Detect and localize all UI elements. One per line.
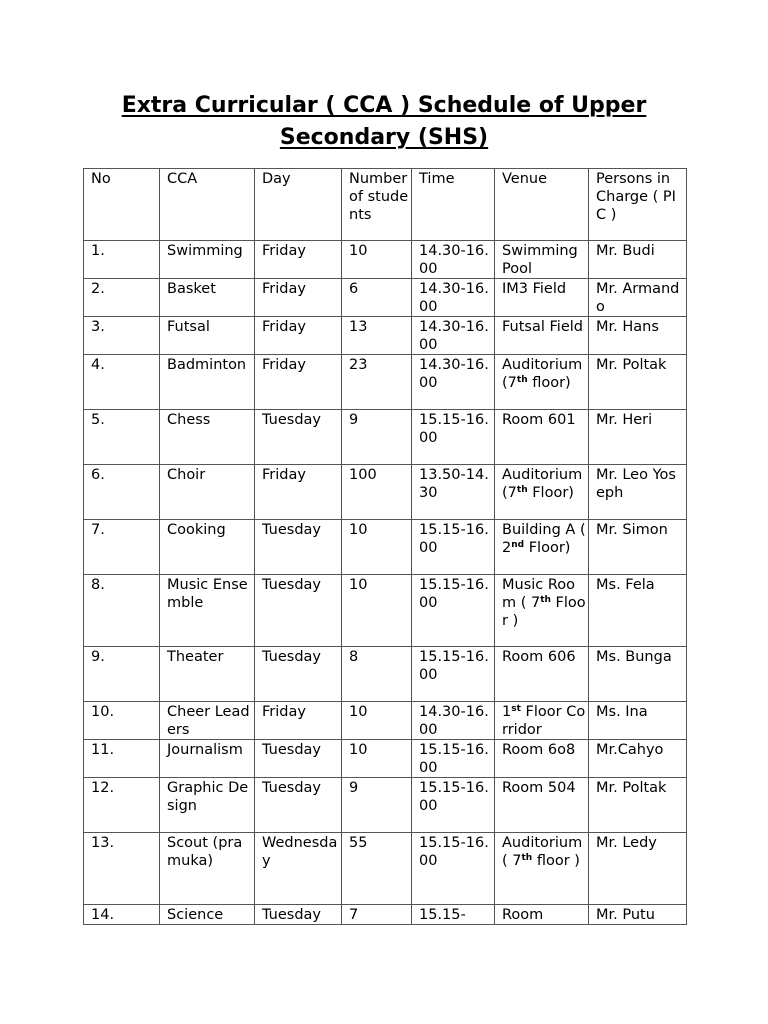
cell-venue	[495, 520, 589, 575]
cell-time: 15.15-16.00	[412, 410, 495, 465]
cell-no: 13.	[84, 833, 160, 905]
cell-venue	[495, 575, 589, 647]
cell-day: Wednesday	[255, 833, 342, 905]
cell-pic: Mr.Cahyo	[589, 740, 687, 778]
cell-pic: Mr. Simon	[589, 520, 687, 575]
cell-students: 9	[342, 778, 412, 833]
title-line-2: Secondary (SHS)	[279, 125, 489, 150]
cell-day: Tuesday	[255, 778, 342, 833]
cell-pic: Mr. Putu	[589, 905, 687, 925]
venue-text: Building A ( 2	[502, 522, 586, 556]
cell-cca: Graphic Design	[160, 778, 255, 833]
cell-time: 14.30-16.00	[412, 702, 495, 740]
cell-time: 15.15-16.00	[412, 520, 495, 575]
cell-time: 15.15-16.00	[412, 575, 495, 647]
header-pic: Persons in Charge ( PIC )	[589, 169, 687, 241]
cell-venue: Room 601	[495, 410, 589, 465]
table-row	[84, 905, 687, 925]
cell-cca: Chess	[160, 410, 255, 465]
cell-pic: Mr. Poltak	[589, 778, 687, 833]
cell-day: Tuesday	[255, 647, 342, 702]
cell-cca: Music Ensemble	[160, 575, 255, 647]
venue-text: Auditorium (7	[502, 467, 583, 501]
cell-no: 14.	[84, 905, 160, 925]
cell-venue: Room 504	[495, 778, 589, 833]
cell-venue	[495, 833, 589, 905]
cell-students: 6	[342, 279, 412, 317]
table-row	[84, 575, 687, 647]
table-row	[84, 241, 687, 279]
cell-time: 14.30-16.00	[412, 355, 495, 410]
cell-pic: Ms. Fela	[589, 575, 687, 647]
cell-time: 15.15-16.00	[412, 833, 495, 905]
venue-ordinal: nd	[511, 540, 525, 550]
cell-time: 14.30-16.00	[412, 317, 495, 355]
table-row	[84, 465, 687, 520]
venue-ordinal: st	[511, 704, 521, 714]
venue-ordinal: th	[540, 595, 551, 605]
cell-venue	[495, 465, 589, 520]
cell-pic: Ms. Ina	[589, 702, 687, 740]
cell-pic: Mr. Poltak	[589, 355, 687, 410]
header-time: Time	[412, 169, 495, 241]
cell-cca: Badminton	[160, 355, 255, 410]
table-row	[84, 317, 687, 355]
cell-venue: Room	[495, 905, 589, 925]
cell-day: Tuesday	[255, 575, 342, 647]
table-row	[84, 740, 687, 778]
cell-students: 23	[342, 355, 412, 410]
header-no: No	[84, 169, 160, 241]
cell-day: Tuesday	[255, 410, 342, 465]
venue-text: Auditorium ( 7	[502, 835, 583, 869]
cell-no: 4.	[84, 355, 160, 410]
cell-day: Friday	[255, 241, 342, 279]
cell-students: 10	[342, 575, 412, 647]
cell-students: 8	[342, 647, 412, 702]
cell-no: 3.	[84, 317, 160, 355]
header-cca: CCA	[160, 169, 255, 241]
cell-day: Friday	[255, 355, 342, 410]
cell-students: 9	[342, 410, 412, 465]
cell-venue: IM3 Field	[495, 279, 589, 317]
venue-text: Floor Corridor	[502, 704, 586, 738]
cell-cca: Scout (pramuka)	[160, 833, 255, 905]
cell-students: 55	[342, 833, 412, 905]
venue-text: Floor )	[502, 595, 586, 629]
cell-cca: Theater	[160, 647, 255, 702]
cell-time: 14.30-16.00	[412, 279, 495, 317]
cell-time: 15.15-16.00	[412, 740, 495, 778]
table-row	[84, 520, 687, 575]
cell-students: 10	[342, 702, 412, 740]
cell-venue: Room 606	[495, 647, 589, 702]
cell-time: 15.15-	[412, 905, 495, 925]
cell-time: 13.50-14.30	[412, 465, 495, 520]
cell-students: 10	[342, 740, 412, 778]
venue-ordinal: th	[516, 485, 528, 495]
venue-text: Floor)	[524, 540, 571, 556]
cell-students: 13	[342, 317, 412, 355]
cell-cca: Science	[160, 905, 255, 925]
cell-no: 8.	[84, 575, 160, 647]
cell-cca: Choir	[160, 465, 255, 520]
cell-cca: Cooking	[160, 520, 255, 575]
cell-cca: Journalism	[160, 740, 255, 778]
cell-cca: Swimming	[160, 241, 255, 279]
venue-text: Auditorium (7	[502, 357, 583, 391]
cell-cca: Basket	[160, 279, 255, 317]
cell-day: Tuesday	[255, 740, 342, 778]
cell-time: 15.15-16.00	[412, 647, 495, 702]
cell-no: 5.	[84, 410, 160, 465]
cell-no: 6.	[84, 465, 160, 520]
cca-schedule-table	[83, 168, 687, 925]
cell-day: Tuesday	[255, 520, 342, 575]
header-students: Number of students	[342, 169, 412, 241]
cell-no: 11.	[84, 740, 160, 778]
cell-day: Friday	[255, 465, 342, 520]
cell-day: Friday	[255, 317, 342, 355]
cell-students: 100	[342, 465, 412, 520]
cell-time: 15.15-16.00	[412, 778, 495, 833]
cell-time: 14.30-16.00	[412, 241, 495, 279]
cell-pic: Mr. Hans	[589, 317, 687, 355]
cell-no: 2.	[84, 279, 160, 317]
document-title	[0, 90, 768, 154]
cell-venue	[495, 355, 589, 410]
venue-text: 1	[502, 704, 512, 720]
table-row	[84, 702, 687, 740]
cell-day: Friday	[255, 279, 342, 317]
cell-pic: Mr. Armando	[589, 279, 687, 317]
table-row	[84, 778, 687, 833]
header-row	[84, 169, 687, 241]
cell-venue: Futsal Field	[495, 317, 589, 355]
cell-cca: Futsal	[160, 317, 255, 355]
venue-text: Music Room ( 7	[502, 577, 576, 611]
venue-ordinal: th	[521, 853, 533, 863]
cell-pic: Ms. Bunga	[589, 647, 687, 702]
table-row	[84, 279, 687, 317]
venue-text: Floor)	[527, 485, 574, 501]
cell-students: 10	[342, 241, 412, 279]
title-line-1: Extra Curricular ( CCA ) Schedule of Upper	[121, 93, 647, 118]
cell-venue	[495, 702, 589, 740]
cell-pic: Mr. Ledy	[589, 833, 687, 905]
table-row	[84, 410, 687, 465]
cell-no: 7.	[84, 520, 160, 575]
cell-day: Tuesday	[255, 905, 342, 925]
table-row	[84, 355, 687, 410]
venue-ordinal: th	[516, 375, 528, 385]
cell-day: Friday	[255, 702, 342, 740]
cell-students: 10	[342, 520, 412, 575]
cell-no: 10.	[84, 702, 160, 740]
cell-students: 7	[342, 905, 412, 925]
cell-no: 12.	[84, 778, 160, 833]
venue-text: floor)	[527, 375, 571, 391]
venue-text: floor )	[532, 853, 580, 869]
cell-pic: Mr. Heri	[589, 410, 687, 465]
cell-cca: Cheer Leaders	[160, 702, 255, 740]
table-row	[84, 833, 687, 905]
cell-venue: Room 6o8	[495, 740, 589, 778]
header-venue: Venue	[495, 169, 589, 241]
table-row	[84, 647, 687, 702]
cell-pic: Mr. Budi	[589, 241, 687, 279]
cell-venue: Swimming Pool	[495, 241, 589, 279]
header-day: Day	[255, 169, 342, 241]
cell-pic: Mr. Leo Yoseph	[589, 465, 687, 520]
cell-no: 9.	[84, 647, 160, 702]
cell-no: 1.	[84, 241, 160, 279]
